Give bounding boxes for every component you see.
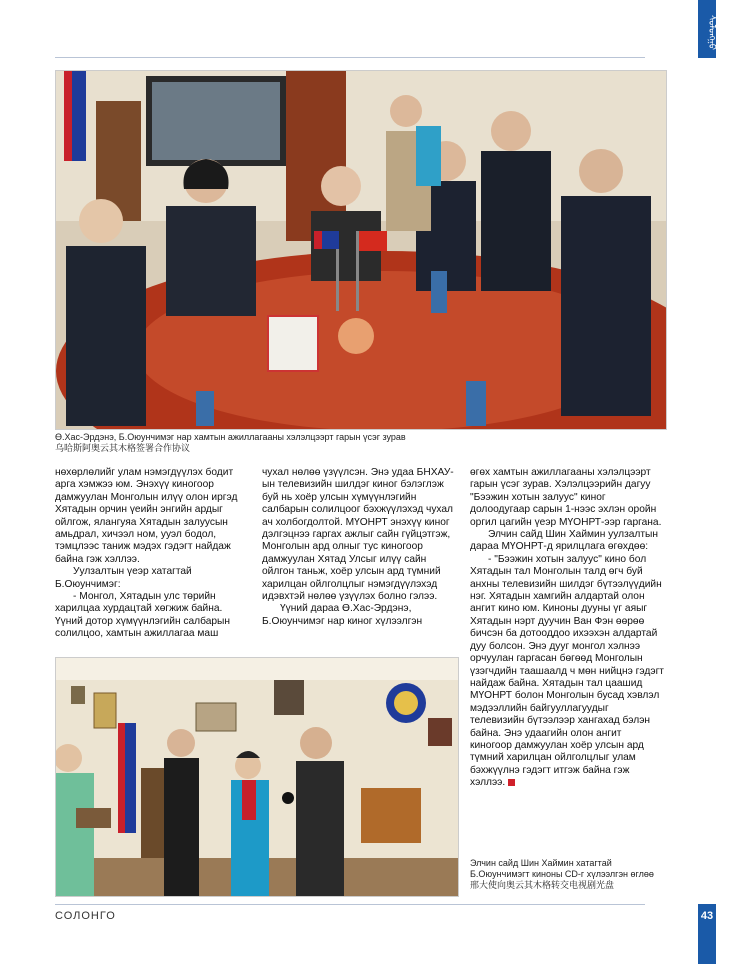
paragraph: Уулзалтын үеэр хатагтай Б.Оюунчимэг: [55,566,192,590]
paragraph: өгөх хамтын ажиллагааны хэлэлцээрт гарын үсэг зурав. Хэлэлцээрийн дагуу "Бээжин хотын залуус" киног долоодугаар сарын 1-нээс эхлэн оройн оргил цагийн үеэр МҮОНРТ-ээр гаргана. [470,467,662,528]
paragraph: нөхөрлөлийг улам нэмэгдүүлэх бодит арга хэмжээ юм. Энэхүү киногоор дамжуулан Монголын илүү олон иргэд Хятадын орчин үеийн энгийн ардыг ойлгож, ялангуяа Хятадын залуусын амьдрал, хичээл ном, ууэл бодол, тэмцлээс таниж мэдэх гэдэгт найдаж байна гэж хэллээ. [55,467,238,565]
signing-photo [55,70,667,430]
bottom-caption-mongolian: Элчин сайд Шин Хаймин хатагтай Б.Оюунчимэгт киноны CD-г хүлээлгэн өглөө [470,858,654,879]
article-column-1 [55,467,250,641]
bottom-caption-chinese: 邢大使向奥云其木格转交电视剧光盘 [470,880,615,890]
magazine-side-tab: ᠰᠣᠯᠣᠩᠭ᠋ᠣ [698,0,716,58]
top-caption-mongolian: Ө.Хас-Эрдэнэ, Б.Оюунчимэг нар хамтын ажиллагааны хэлэлцээрт гарын үсэг зурав [55,432,406,442]
top-caption-chinese: 乌哈斯阿奥云其木格签署合作协议 [55,443,191,453]
paragraph [470,554,665,790]
article-column-2 [262,467,458,628]
paragraph: - Монгол, Хятадын улс төрийн харилцаа хурдацтай хөгжиж байна. Үүний дотор хүмүүнлэгийн салбарын солилцоо, хамтын ажиллагаа маш [55,591,230,640]
top-photo-caption [55,432,655,454]
article-column-3 [470,467,665,790]
paragraph: Үүний дараа Ө.Хас-Эрдэнэ, Б.Оюунчимэг нар киног хүлээлгэн [262,603,423,627]
article-end-mark [508,779,515,786]
paragraph: Элчин сайд Шин Хаймин уулзалтын дараа МҮОНРТ-д ярилцлага өгөхдөө: [470,529,658,553]
header-rule [55,57,645,58]
paragraph-text: - "Бээжин хотын залуус" кино бол Хятадын тал Монголын талд өгч буй анхны телевизийн шилдэг бүтээлүүдийн нэг. Хятадын хамгийн алдартай олон ангит кино юм. Киноны дууны үг аяыг Хятадын нэрт дуучин Ван Фэн өөрөө бичсэн ба дотооддоо ихээхэн алдартай дуу болсон. Энэ дууг монгол хэлнээ орчуулан гаргасан бөгөөд Монголын үзэгчдийн таашаалд ч мөн нийцнэ гэдэгт найдаж байна. Хятадын тал цаашид МҮОНРТ болон Монголын бусад хэвлэл мэдээллийн байгууллагуудыг телевизийн бүтээлээр хангахад бэлэн байна. Энэ удаагийн олон ангит киногоор дамжуулан хоёр улсын ард түмний харилцан ойлголцлыг улам бэхжүүлнэ гэдэгт итгэж байна гэж хэллээ. [470,553,664,789]
magazine-name: СОЛОНГО [55,910,116,922]
cd-handover-photo [55,657,459,897]
paragraph: чухал нөлөө үзүүлсэн. Энэ удаа БНХАУ-ын телевизийн шилдэг киног бэлэглэж буй нь хоёр улсын хүмүүнлэгийн салбарын солилцоог бэхжүүлэхэд чухал ач холбогдолтой. МҮОНРТ энэхүү киног дэлгэцнээ гаргах ажлыг сайн гүйцэтгэж, Монголын ард олныг тус киногоор дамжуулан Хятад Улсыг илүү сайн ойлгон таньж, хоёр улсын ард түмний харилцан ойлголцлыг нэмэгдүүлэхэд идэвхтэй нөлөө үзүүлэх болно гэлээ. [262,467,454,603]
page-number: 43 [698,904,716,964]
bottom-photo-caption [470,858,665,891]
footer-rule [55,904,645,905]
